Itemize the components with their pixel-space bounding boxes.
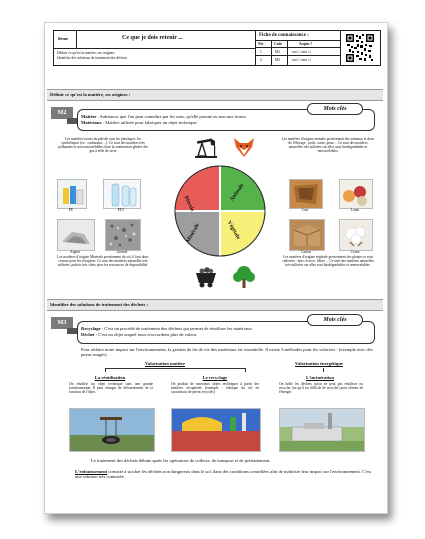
intro-paragraph: Pour réduire notre impact sur l'environnement, la gestion de fin de vie des matériaux est essentielle. Il existe 3 méthodes pour les valoriser : (exemple avec des pneus usagés): [81, 347, 373, 358]
tree-icon: [231, 265, 257, 289]
m2-badge-shadow: [67, 118, 77, 124]
photo-recyclage: [171, 408, 261, 452]
col-code: Code: [274, 42, 282, 46]
photo-incineration: [279, 408, 365, 452]
def-dechet-text: : C'est un objet auquel nous n'accordons plus de valeur.: [94, 332, 198, 337]
photo-cuir: [289, 179, 323, 209]
col2-text: On produit de nouveaux objets techniques à partir des matières récupérées (exemple : fabrique du sol en caoutchouc de pneus recyclés): [171, 382, 259, 395]
section2-heading: Identifier des solutions de traitement des déchets :: [50, 302, 149, 307]
def-materiaux-text: : Matière utilisée pour fabriquer un objet technique.: [101, 120, 198, 125]
objective-2: Identifier des solutions de traitement des déchets: [57, 56, 128, 60]
label-argent: Argent: [70, 250, 80, 254]
text-vegetale: Les matières d'origine végétale proviennent des plantes et sont cultivées : bois, écorce, fibres… Ce sont des matières naturelles très utilisées car elles sont biodégradables et renouvelables.: [282, 255, 374, 268]
col1-text: On réutilise un objet technique sans une grande transformation. Il peut changer de détournement de la fonction de l'objet.: [69, 382, 153, 395]
def-materiaux-term: Matériaux: [81, 120, 102, 125]
photo-granite: [105, 219, 141, 251]
text-animale: Les matières d'origine animale proviennent des animaux et donc de l'élevage : poils, corne, peau… Ce sont des matières naturelles très utilisées car elles sont biodégradables et renouvelables.: [281, 137, 375, 154]
def-recyclage-term: Recyclage: [81, 326, 101, 331]
text-minerale: Les matières d'origine Minérale proviennent du sol, il faut donc creuser pour les récupérer. Ce sont des matières naturelles très utilisées, parfois très sûres pour les ressources de disponibilité.: [57, 255, 149, 268]
title-cell: [76, 31, 256, 49]
qr-code-icon: [345, 33, 375, 63]
row1-n: 1: [260, 50, 262, 54]
val-matiere-label: Valorisation matière: [145, 361, 185, 366]
fiche-title: Fiche de connaissance :: [259, 33, 309, 38]
label-coton: Coton: [350, 250, 360, 254]
mots-cles-text-2: Mots clés: [323, 317, 347, 323]
enfouissement-text: consiste à stocker les déchets non dangereux dans le sol, dans des conditions contrôlées afin de maîtriser leur impact sur l'environnement. C'est une solution très contestée.: [75, 469, 372, 480]
col3-title: L'incinération: [305, 375, 335, 380]
def-materiaux: [81, 120, 371, 125]
after-paragraph: Le traitement des déchets débute après les opérations de collecte, de transport et de prétraitement.: [91, 458, 271, 463]
col2-title: Le recyclage: [202, 375, 228, 380]
m2-code: M2: [57, 110, 67, 116]
photo-carton: [289, 219, 325, 251]
def-matiere-term: Matière: [81, 114, 97, 119]
objective-1: Définir ce qu'est la matière, ses origines.: [57, 51, 116, 55]
row2-acquis[interactable]: oui ☐ non ☐: [292, 58, 312, 62]
enfouissement-paragraph: [75, 469, 375, 479]
text-petrole: Les matières issues du pétrole sont les plastiques, les synthétiques (ex : carburants…). Ce sont des matières très polluantes et non renouvelables dont la combustion génère des gaz à effet de serre: [57, 137, 149, 154]
row2-n: 2: [260, 58, 262, 62]
header-table: [53, 30, 381, 66]
def-matiere-text: : Substance que l'on peut connaître par les sens, qu'elle prenne ou non une forme.: [96, 114, 247, 119]
m3-badge-shadow: [67, 328, 77, 334]
quadrant-vegetale: Végétale: [225, 220, 242, 241]
quadrant-animale: Animale: [229, 182, 246, 203]
quadrant-minerale: Minérale: [185, 222, 201, 244]
level-cell: [54, 31, 77, 49]
mots-cles-label-1: [307, 103, 363, 115]
mots-cles-text-1: Mots clés: [323, 106, 347, 112]
def-dechet-term: Déchet: [81, 332, 95, 337]
label-cuir: Cuir: [301, 208, 309, 212]
origins-circle: [172, 163, 268, 259]
col3-text: On brûle les déchets qu'on ne peut pas réutiliser ou recycler (ou qu'il est difficile de recycler) pour obtenir de l'énergie.: [279, 382, 363, 395]
photo-coton: [339, 219, 373, 251]
section1-bar: [47, 89, 383, 101]
col-acquis: Acquis ?: [299, 42, 313, 46]
col1-title: La réutilisation: [94, 375, 126, 380]
photo-argent: [57, 219, 95, 251]
level-label: 6ème: [58, 36, 69, 41]
photo-pet: [103, 179, 141, 209]
oil-pump-icon: [193, 135, 219, 159]
def-dechet: [81, 332, 371, 337]
row2-code: M3: [275, 58, 280, 62]
enfouissement-term: L'enfouissement: [75, 469, 108, 474]
def-recyclage: [81, 326, 371, 331]
row1-code: M2: [275, 50, 280, 54]
val-energie-label: Valorisation énergétique: [295, 361, 343, 366]
photo-pe: [57, 179, 87, 209]
mine-cart-icon: [193, 265, 219, 289]
photo-reutilisation: [69, 408, 155, 452]
mots-cles-label-2: [307, 314, 363, 326]
section1-heading: Définir ce qu'est la matière, ses origines :: [50, 92, 131, 97]
photo-laine: [339, 179, 373, 209]
fox-icon: [231, 135, 257, 159]
label-pet: PET: [117, 208, 125, 212]
section2-bar: [47, 299, 383, 311]
label-pe: PE: [68, 208, 74, 212]
col-niv: Niv: [258, 42, 264, 46]
m3-code: M3: [57, 320, 67, 326]
quadrant-petrole: Pétrole: [182, 195, 196, 213]
row1-acquis[interactable]: oui ☐ non ☐: [292, 50, 312, 54]
header-title: Ce que je dois retenir ...: [122, 35, 183, 41]
val-matiere-line: [105, 368, 245, 369]
document-sheet: [44, 22, 388, 514]
label-laine: Laine: [350, 208, 360, 212]
label-carton: Carton: [301, 250, 311, 254]
def-recyclage-text: : C'est un procédé de traitement des déchets qui permet de réutiliser les matériaux.: [100, 326, 253, 331]
label-granite: Granite: [116, 250, 128, 254]
